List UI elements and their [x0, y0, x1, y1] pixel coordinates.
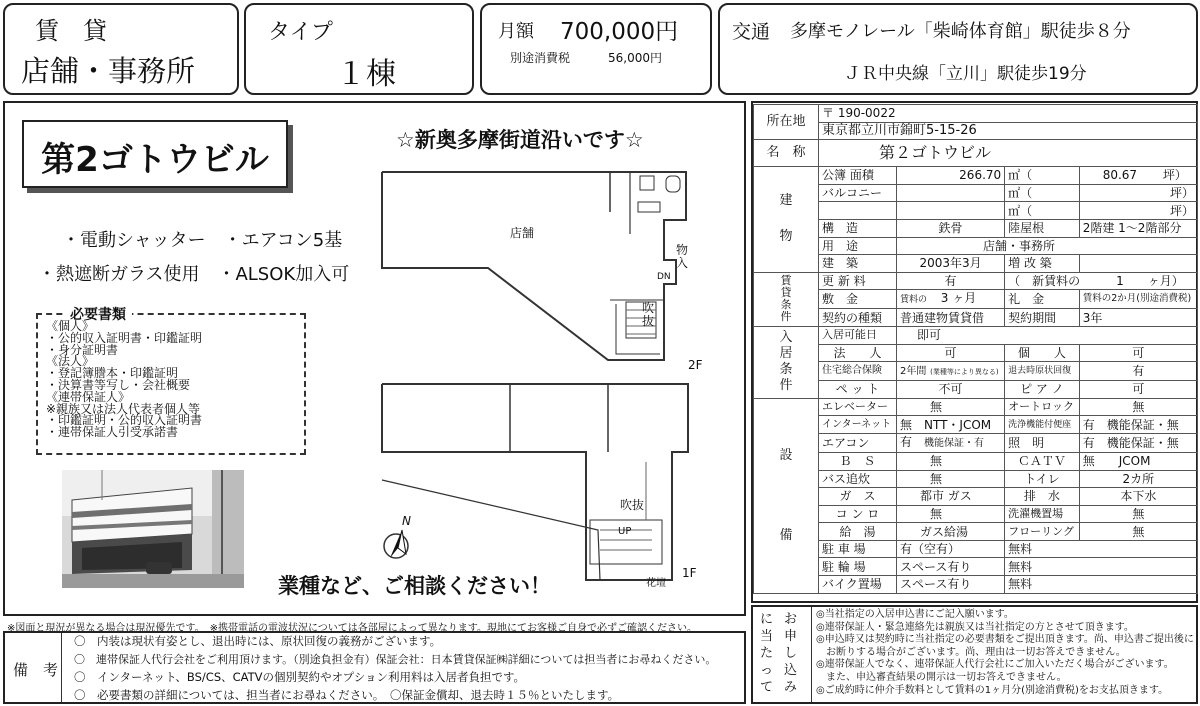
equip-label: Ｂ Ｓ	[819, 452, 897, 470]
area-tsubo-cell	[1079, 167, 1197, 185]
name-value: 第２ゴトウビル	[819, 140, 1198, 167]
use-value: 店舗・事務所	[896, 237, 1197, 255]
remark-line: 〇 連帯保証人代行会社をご利用頂けます。（別途負担金有）保証会社：日本賃貸保証㈱詳細については担当者にお尋ねください。	[74, 653, 717, 666]
equip-label: フローリング	[1005, 523, 1080, 541]
postal-code: 〒 190-0022	[819, 105, 1198, 123]
address-label: 所在地	[754, 105, 819, 140]
roof-value: 陸屋根	[1005, 219, 1080, 237]
area-unit: ㎡（	[1005, 167, 1080, 185]
equip-value: 無	[1079, 505, 1197, 523]
blank-cell	[819, 202, 897, 220]
equip-label: 洗浄機能付便座	[1005, 416, 1080, 434]
blank-tsubo	[1079, 202, 1197, 220]
equip-label: ＣＡＴＶ	[1005, 452, 1080, 470]
equip-value: 2カ所	[1079, 470, 1197, 488]
equip-label: 給 湯	[819, 523, 897, 541]
equip-label: エレベーター	[819, 398, 897, 416]
equip-value-sub: NTT・JCOM	[923, 417, 992, 432]
tsubo-unit: 坪）	[1162, 168, 1187, 183]
access-line2: ＪＲ中央線「立川」駅徒歩19分	[844, 64, 1087, 84]
doc-line: ※親族又は法人代表者個人等	[46, 401, 201, 416]
bicycle-label: 駐 輪 場	[819, 558, 897, 576]
pet-value: 不可	[896, 381, 1004, 399]
plan-label-atrium-1f: 吹抜	[620, 498, 645, 512]
remark-line: 〇 インターネット、BS/CS、CATVの個別契約やオプション利用料は入居者負担です。	[74, 670, 526, 684]
blank-unit: ㎡（	[1005, 202, 1080, 220]
balcony-tsubo	[1079, 184, 1197, 202]
doc-line: 《連帯保証人》	[46, 389, 131, 404]
plan-label-dn: DN	[657, 272, 671, 282]
bicycle-fee: 無料	[1005, 558, 1198, 576]
insurance-value: 2年間	[899, 366, 927, 378]
note-line: ※図面と現況が異なる場合は現況優先です。 ※携帯電話の電波状況については各部屋によって異なります。現地にてお客様ご自身で必ずご確認ください。	[7, 623, 697, 634]
renovation-label: 増 改 築	[1005, 255, 1080, 273]
apply-line: ◎当社指定の入居申込書にご記入願います。	[816, 609, 1014, 620]
bike-fee: 無料	[1005, 576, 1198, 594]
address-value: 東京都立川市錦町5-15-26	[819, 122, 1198, 140]
restore-label: 退去時原状回復	[1005, 362, 1080, 381]
structure-value: 鉄骨	[896, 219, 1004, 237]
apply-line: ◎連帯保証人・緊急連絡先は親族又は当社指定の方とさせて頂きます。	[816, 621, 1134, 633]
lease-category: 賃 貸 条 件	[754, 272, 819, 326]
rent-box	[480, 3, 712, 95]
equip-label: ガ ス	[819, 488, 897, 506]
equip-value-main: ガス給湯	[919, 524, 968, 539]
renew-label: 更 新 料	[819, 272, 897, 290]
equip-label: エアコン	[819, 433, 897, 452]
corp-label: 法 人	[819, 344, 897, 362]
tax-label: 別途消費税	[510, 51, 571, 65]
access-label: 交通	[732, 21, 771, 43]
type-box	[244, 3, 474, 95]
deposit-label: 敷 金	[819, 290, 897, 309]
built-label: 建 築	[819, 255, 897, 273]
insurance-cell	[896, 362, 1004, 381]
bike-label: バイク置場	[819, 576, 897, 594]
plan-label-storage: 物入	[676, 243, 689, 270]
piano-label: ピ ア ノ	[1005, 381, 1080, 399]
pet-label: ペ ッ ト	[819, 381, 897, 399]
equip-value	[896, 398, 1004, 416]
doc-line: 《個人》	[46, 319, 95, 333]
remarks-label: 備 考	[13, 661, 59, 679]
area-label: 公簿 面積	[819, 167, 897, 185]
renew-value: 有	[896, 272, 1004, 290]
bicycle-value: スペース有り	[896, 558, 1004, 576]
deposit-value: 3 ヶ月	[940, 291, 977, 306]
contract-period-label: 契約期間	[1005, 309, 1080, 327]
doc-line: ・身分証明書	[46, 342, 119, 357]
parking-fee: 無料	[1005, 540, 1198, 558]
north-label: N	[402, 514, 411, 528]
equip-value: 有 機能保証・無	[1079, 433, 1197, 452]
apply-side-col2: お申し込み	[784, 612, 798, 695]
apply-line: ◎申込時又は契約時に当社指定の必要書類をご提出頂きます。尚、申込書ご提出後に	[816, 634, 1194, 646]
doc-line: ・登記簿謄本・印鑑証明	[46, 366, 179, 381]
balcony-m2	[896, 184, 1004, 202]
required-docs-title: 必要書類	[64, 304, 132, 324]
indiv-value: 可	[1079, 344, 1197, 362]
plan-label-flowerbed: 花壇	[646, 578, 666, 589]
equip-value-main: 無	[929, 506, 942, 521]
area-tsubo: 80.67	[1102, 168, 1138, 183]
equip-label: バス追炊	[819, 470, 897, 488]
equip-value-main: 無	[899, 417, 912, 432]
remark-line: 〇 内装は現状有姿とし、退出時には、原状回復の義務がございます。	[74, 634, 442, 648]
built-value: 2003年3月	[896, 255, 1004, 273]
kind-box	[3, 3, 239, 95]
piano-value: 可	[1079, 381, 1197, 399]
equip-value: 無	[1079, 398, 1197, 416]
apply-line: また、申込審査結果の開示は一切お答えできません。	[816, 671, 1067, 683]
kind-line2: 店舗・事務所	[21, 54, 196, 88]
equip-value-sub: 機能保証・有	[923, 437, 984, 449]
keymoney-value: 賃料の2か月(別途消費税)	[1079, 290, 1197, 309]
deposit-cell	[896, 290, 1004, 309]
insurance-note: (業種等により異なる)	[930, 368, 999, 377]
balcony-unit: ㎡（	[1005, 184, 1080, 202]
doc-line: ・印鑑証明・公的収入証明書	[46, 413, 203, 428]
spec-table	[753, 104, 1198, 594]
equipment-category: 設 備	[754, 398, 819, 593]
keymoney-label: 礼 金	[1005, 290, 1080, 309]
doc-line: ・連帯保証人引受承諾書	[46, 425, 179, 440]
floors-cell	[1079, 219, 1197, 237]
name-label: 名 称	[754, 140, 819, 167]
equip-value: 有 機能保証・無	[1079, 416, 1197, 434]
equip-value	[896, 470, 1004, 488]
plan-label-atrium: 吹抜	[642, 301, 655, 328]
floors-value: 2階建	[1082, 221, 1115, 236]
plan-label-store: 店舗	[510, 226, 535, 240]
equip-label: 洗濯機置場	[1005, 505, 1080, 523]
equip-value	[896, 488, 1004, 506]
building-title: 第2ゴトウビル	[41, 140, 269, 180]
rent-value: 700,000円	[560, 19, 679, 45]
rent-label: 月額	[498, 21, 534, 42]
equip-label: コ ン ロ	[819, 505, 897, 523]
movein-category: 入 居 条 件	[754, 326, 819, 398]
equip-value	[896, 433, 1004, 452]
equip-value-main: 都市 ガス	[919, 489, 972, 504]
equip-label: インターネット	[819, 416, 897, 434]
floors-part: 1〜2階部分	[1118, 221, 1182, 236]
contract-type-label: 契約の種類	[819, 309, 897, 327]
feature-line-1: ・電動シャッター ・エアコン5基	[62, 230, 343, 251]
equip-label: オートロック	[1005, 398, 1080, 416]
insurance-label: 住宅総合保険	[819, 362, 897, 381]
doc-line: ・決算書等写し・会社概要	[46, 377, 191, 392]
equip-label: 排 水	[1005, 488, 1080, 506]
equip-value	[896, 416, 1004, 434]
equip-value-main: 無	[929, 454, 942, 469]
blank-cell	[896, 202, 1004, 220]
equip-value	[896, 505, 1004, 523]
building-title-box	[22, 120, 288, 188]
equip-value	[896, 452, 1004, 470]
deposit-small: 賃料の	[899, 295, 927, 306]
contract-type-value: 普通建物賃貸借	[896, 309, 1004, 327]
type-value: １棟	[336, 57, 396, 92]
equip-label: トイレ	[1005, 470, 1080, 488]
feature-line-2: ・熱遮断ガラス使用 ・ALSOK加入可	[38, 264, 350, 285]
apply-line: ◎連帯保証人でなく、連帯保証人代行会社にご加入いただく場合がございます。	[816, 659, 1174, 671]
indiv-label: 個 人	[1005, 344, 1080, 362]
apply-side-col1: に当たって	[760, 612, 774, 695]
equip-value: 本下水	[1079, 488, 1197, 506]
plan-label-1f: 1F	[682, 566, 697, 580]
access-line1: 多摩モノレール「柴崎体育館」駅徒歩８分	[790, 21, 1131, 42]
plan-label-2f: 2F	[688, 358, 703, 372]
use-label: 用 途	[819, 237, 897, 255]
apply-line: お断りする場合がございます。尚、理由は一切お答えできません。	[816, 646, 1126, 658]
bike-value: スペース有り	[896, 576, 1004, 594]
equip-value-main: 無	[929, 471, 942, 486]
equip-label: 照 明	[1005, 433, 1080, 452]
equip-value-main: 無	[929, 400, 942, 415]
access-box	[718, 3, 1198, 95]
equip-value-main: 有	[899, 434, 912, 449]
building-category: 建 物	[754, 167, 819, 273]
tsubo-unit: 坪）	[1169, 186, 1194, 201]
consult-message: 業種など、ご相談ください！	[278, 574, 551, 598]
area-m2: 266.70	[896, 167, 1004, 185]
balcony-label: バルコニー	[819, 184, 897, 202]
renovation-value	[1079, 255, 1197, 273]
tax-value: 56,000円	[608, 51, 662, 65]
doc-line: 《法人》	[46, 354, 95, 369]
equip-value	[896, 523, 1004, 541]
equip-value: 無 JCOM	[1079, 452, 1197, 470]
required-docs-list	[46, 321, 202, 439]
renew-note: （ 新賃料の 1 ヶ月）	[1005, 272, 1198, 290]
corp-value: 可	[896, 344, 1004, 362]
parking-value: 有（空有）	[896, 540, 1004, 558]
movein-label: 入居可能日	[819, 326, 897, 344]
apply-line: ◎ご成約時に仲介手数料として賃料の1ヶ月分(別途消費税)をお支払頂きます。	[816, 684, 1169, 696]
movein-value: 即可	[896, 326, 1197, 344]
restore-value: 有	[1079, 362, 1197, 381]
plan-label-up: UP	[618, 526, 632, 537]
structure-label: 構 造	[819, 219, 897, 237]
remark-line: 〇 必要書類の詳細については、担当者にお尋ねください。 〇保証金償却、退去時１５％といたします。	[74, 688, 620, 702]
type-label: タイプ	[268, 20, 333, 45]
building-photo	[62, 470, 244, 588]
doc-line: ・公的収入証明書・印鑑証明	[46, 330, 203, 345]
parking-label: 駐 車 場	[819, 540, 897, 558]
tsubo-unit: 坪）	[1169, 203, 1194, 218]
kind-line1: 賃 貸	[35, 17, 107, 45]
equip-value: 無	[1079, 523, 1197, 541]
contract-period-value: 3年	[1079, 309, 1197, 327]
apply-notes	[816, 609, 1194, 697]
catch-line: ☆新奥多摩街道沿いです☆	[396, 128, 644, 152]
